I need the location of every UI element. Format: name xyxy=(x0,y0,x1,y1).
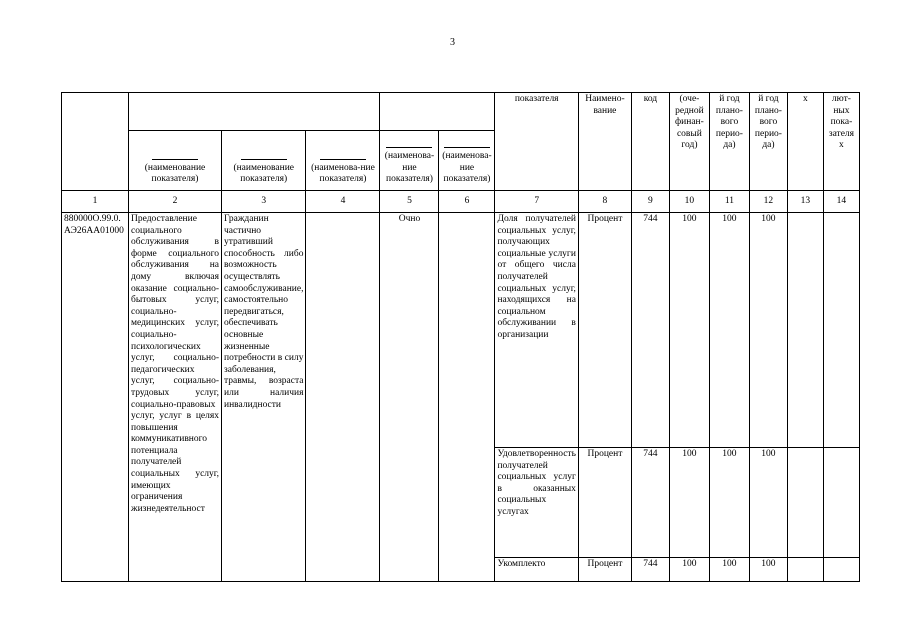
col-number: 6 xyxy=(439,191,495,213)
col-number: 7 xyxy=(495,191,578,213)
service-content: Предоставление социального обслуживания в форме социального обслуживания на дому включая оказание социально-бытовых услуг, социально-медицинских услуг, социально-психологических услуг, социально-педагогических услуг, социально-трудовых услуг, социально-правовых услуг, услуг в целях повышения коммуникативного потенциала получателей социальных услуг, имеющих ограничения жизнедеятельност xyxy=(129,213,222,582)
page-number: 3 xyxy=(450,37,455,48)
col-number: 8 xyxy=(578,191,631,213)
sub-label-cell xyxy=(129,131,222,191)
header-cell-1 xyxy=(62,93,129,191)
header-row-top xyxy=(62,93,860,131)
indicator-unit: Процент xyxy=(578,558,631,582)
indicator-empty xyxy=(787,558,823,582)
indicator-empty xyxy=(787,213,823,448)
header-plan-year-2: й год плано-вого перио-да) xyxy=(749,93,787,191)
sub-label-cell xyxy=(222,131,306,191)
column-number-row xyxy=(62,191,860,213)
col-number: 1 xyxy=(62,191,129,213)
indicator-value-current: 100 xyxy=(669,558,709,582)
indicator-code: 744 xyxy=(631,448,669,558)
header-col-14: лют-ных пока-зателя х xyxy=(823,93,859,191)
header-col-13: х xyxy=(787,93,823,191)
sub-label: (наименование показателя) xyxy=(233,162,295,185)
table-row xyxy=(62,213,860,448)
sub-label-cell xyxy=(380,131,439,191)
indicator-unit: Процент xyxy=(578,448,631,558)
col-number: 12 xyxy=(749,191,787,213)
indicator-empty xyxy=(823,448,859,558)
indicator-value-current: 100 xyxy=(669,213,709,448)
indicator-empty xyxy=(823,558,859,582)
indicator-value-plan-1: 100 xyxy=(709,448,749,558)
col-number: 11 xyxy=(709,191,749,213)
indicator-value-plan-1: 100 xyxy=(709,558,749,582)
indicator-code: 744 xyxy=(631,558,669,582)
registry-code: 880000О.99.0.АЭ26АА01000 xyxy=(62,213,129,582)
service-form: Очно xyxy=(380,213,439,582)
indicator-unit: Процент xyxy=(578,213,631,448)
sub-label: (наименование показателя) xyxy=(144,162,206,185)
header-cell-content-group xyxy=(129,93,380,131)
recipient-category: Гражданин частично утративший способность либо возможность осуществлять самообслуживание, самостоятельно передвигаться, обеспечивать основные жизненные потребности в силу заболевания, травмы, возраста или наличия инвалидности xyxy=(222,213,306,582)
indicator-value-plan-2: 100 xyxy=(749,213,787,448)
col-number: 2 xyxy=(129,191,222,213)
indicator-empty xyxy=(823,213,859,448)
col-number: 9 xyxy=(631,191,669,213)
sub-label: (наименова-ние показателя) xyxy=(384,151,435,185)
col-number: 10 xyxy=(669,191,709,213)
header-plan-year-1: й год плано-вого перио-да) xyxy=(709,93,749,191)
indicator-name: Удовлетворенность получателей социальных услуг в оказанных социальных услугах xyxy=(495,448,578,558)
indicator-table xyxy=(61,92,860,582)
indicator-name: Укомплекто xyxy=(495,558,578,582)
header-cell-conditions-group xyxy=(380,93,495,131)
condition-cell-empty xyxy=(439,213,495,582)
header-current-year: (оче-редной финан-совый год) xyxy=(669,93,709,191)
indicator-value-plan-1: 100 xyxy=(709,213,749,448)
content-cell-empty xyxy=(306,213,380,582)
sub-label: (наименова-ние показателя) xyxy=(311,162,375,185)
indicator-value-plan-2: 100 xyxy=(749,448,787,558)
col-number: 3 xyxy=(222,191,306,213)
header-indicator-name: показателя xyxy=(495,93,578,191)
col-number: 13 xyxy=(787,191,823,213)
header-code: код xyxy=(631,93,669,191)
indicator-empty xyxy=(787,448,823,558)
col-number: 5 xyxy=(380,191,439,213)
indicator-value-plan-2: 100 xyxy=(749,558,787,582)
indicator-name: Доля получателей социальных услуг, получающих социальные услуги от общего числа получателей социальных услуг, находящихся на социальном обслуживании в организации xyxy=(495,213,578,448)
indicator-value-current: 100 xyxy=(669,448,709,558)
col-number: 14 xyxy=(823,191,859,213)
sub-label-cell xyxy=(306,131,380,191)
header-unit-name: Наимено-вание xyxy=(578,93,631,191)
sub-label-cell xyxy=(439,131,495,191)
sub-label: (наименова-ние показателя) xyxy=(442,151,492,185)
col-number: 4 xyxy=(306,191,380,213)
indicator-code: 744 xyxy=(631,213,669,448)
